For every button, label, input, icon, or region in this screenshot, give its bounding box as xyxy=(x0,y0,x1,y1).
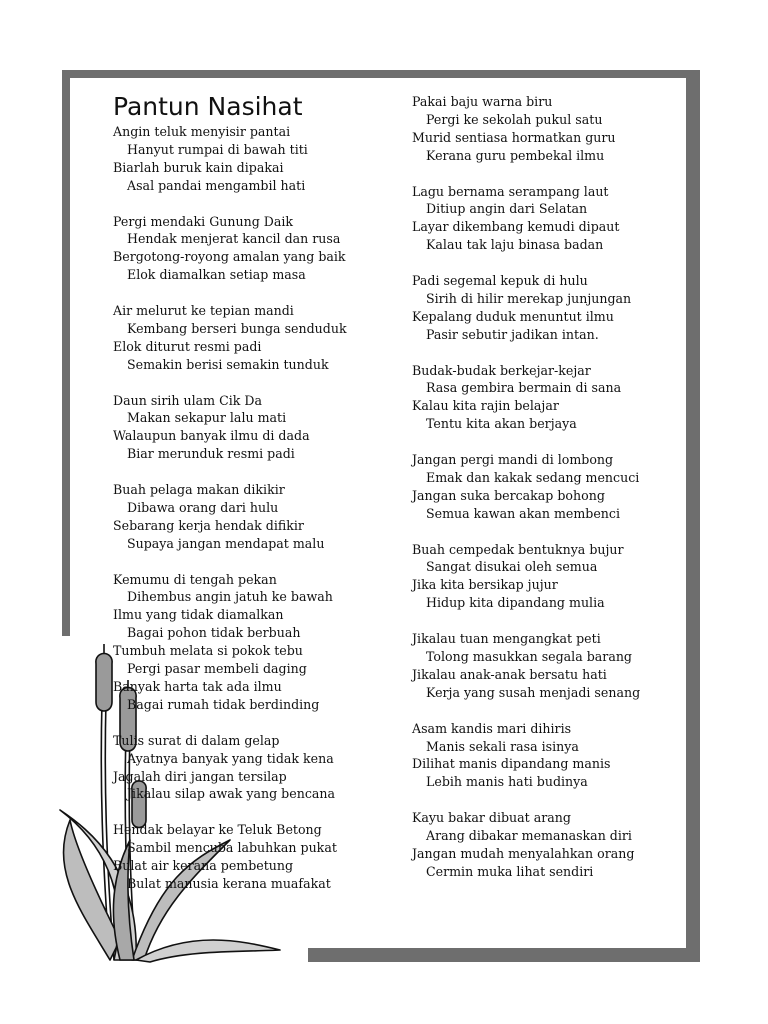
pantun-line: Kalau kita rajin belajar xyxy=(412,398,559,414)
pantun-line: Pasir sebutir jadikan intan. xyxy=(426,326,599,342)
pantun-line: Tolong masukkan segala barang xyxy=(426,649,632,664)
pantun-stanza xyxy=(412,451,682,523)
pantun-stanza xyxy=(412,93,682,165)
pantun-line: Sirih di hilir merekap junjungan xyxy=(426,290,632,306)
pantun-line: Hendak menjerat kancil dan rusa xyxy=(127,231,341,247)
pantun-stanza xyxy=(113,213,373,285)
pantun-line: Tulis surat di dalam gelap xyxy=(113,732,280,748)
pantun-line: Kerana guru pembekal ilmu xyxy=(426,147,605,163)
left-column xyxy=(113,123,373,911)
pantun-line: Biarlah buruk kain dipakai xyxy=(113,159,284,175)
pantun-line: Arang dibakar memanaskan diri xyxy=(426,828,632,844)
pantun-line: Bulat air kerana pembetung xyxy=(113,858,294,874)
pantun-stanza xyxy=(412,541,682,613)
pantun-line: Kembang berseri bunga senduduk xyxy=(127,320,347,336)
pantun-line: Buah pelaga makan dikikir xyxy=(113,482,285,498)
pantun-line: Dihembus angin jatuh ke bawah xyxy=(127,589,333,605)
pantun-stanza xyxy=(412,720,682,792)
pantun-stanza xyxy=(412,272,682,344)
pantun-stanza xyxy=(113,571,373,714)
pantun-line: Tumbuh melata si pokok tebu xyxy=(113,643,303,659)
page-title: Pantun Nasihat xyxy=(113,92,303,121)
pantun-line: Budak-budak berkejar-kejar xyxy=(412,362,591,378)
pantun-line: Pakai baju warna biru xyxy=(412,94,553,109)
pantun-stanza xyxy=(412,362,682,434)
pantun-line: Lebih manis hati budinya xyxy=(426,774,588,790)
pantun-line: Lagu bernama serampang laut xyxy=(412,183,609,199)
pantun-line: Jangan suka bercakap bohong xyxy=(412,487,605,503)
pantun-line: Ditiup angin dari Selatan xyxy=(426,201,588,217)
pantun-line: Layar dikembang kemudi dipaut xyxy=(412,219,620,235)
pantun-line: Jangan pergi mandi di lombong xyxy=(412,452,614,468)
pantun-line: Jikalau anak-anak bersatu hati xyxy=(412,666,607,682)
pantun-line: Jagalah diri jangan tersilap xyxy=(113,768,287,784)
pantun-line: Buah cempedak bentuknya bujur xyxy=(412,541,624,557)
pantun-line: Kepalang duduk menuntut ilmu xyxy=(412,308,614,324)
pantun-line: Asam kandis mari dihiris xyxy=(412,720,572,736)
pantun-line: Asal pandai mengambil hati xyxy=(127,177,306,193)
pantun-line: Sambil mencuba labuhkan pukat xyxy=(127,840,337,856)
pantun-stanza xyxy=(113,821,373,893)
pantun-line: Makan sekapur lalu mati xyxy=(127,410,287,426)
pantun-line: Rasa gembira bermain di sana xyxy=(426,380,622,396)
right-column xyxy=(412,93,682,899)
pantun-line: Jangan mudah menyalahkan orang xyxy=(412,845,635,861)
pantun-line: Sangat disukai oleh semua xyxy=(426,559,598,575)
pantun-line: Elok diamalkan setiap masa xyxy=(127,267,306,283)
pantun-line: Semakin berisi semakin tunduk xyxy=(127,356,329,372)
pantun-line: Pergi mendaki Gunung Daik xyxy=(113,213,294,229)
pantun-line: Biar merunduk resmi padi xyxy=(127,446,295,462)
pantun-stanza xyxy=(113,302,373,374)
pantun-line: Bagai pohon tidak berbuah xyxy=(127,625,301,641)
pantun-stanza xyxy=(412,809,682,881)
pantun-stanza xyxy=(412,630,682,702)
pantun-line: Tentu kita akan berjaya xyxy=(426,416,577,432)
pantun-line: Pergi ke sekolah pukul satu xyxy=(426,111,603,127)
pantun-line: Banyak harta tak ada ilmu xyxy=(113,679,282,695)
pantun-line: Jika kita bersikap jujur xyxy=(412,577,558,593)
pantun-line: Dilihat manis dipandang manis xyxy=(412,756,611,772)
pantun-line: Angin teluk menyisir pantai xyxy=(113,124,291,139)
pantun-line: Padi segemal kepuk di hulu xyxy=(412,273,588,289)
pantun-line: Hidup kita dipandang mulia xyxy=(426,595,605,611)
pantun-line: Jikalau silap awak yang bencana xyxy=(127,786,335,802)
pantun-line: Murid sentiasa hormatkan guru xyxy=(412,129,616,145)
pantun-line: Kayu bakar dibuat arang xyxy=(412,810,571,826)
pantun-line: Bagai rumah tidak berdinding xyxy=(127,696,320,712)
pantun-line: Ilmu yang tidak diamalkan xyxy=(113,607,284,623)
pantun-line: Supaya jangan mendapat malu xyxy=(127,535,325,551)
pantun-line: Jikalau tuan mengangkat peti xyxy=(412,631,601,647)
pantun-line: Air melurut ke tepian mandi xyxy=(113,303,294,319)
pantun-line: Hendak belayar ke Teluk Betong xyxy=(113,822,322,838)
pantun-stanza xyxy=(113,123,373,195)
pantun-line: Elok diturut resmi padi xyxy=(113,338,262,354)
pantun-line: Cermin muka lihat sendiri xyxy=(426,863,594,879)
pantun-line: Bergotong-royong amalan yang baik xyxy=(113,249,346,265)
pantun-line: Semua kawan akan membenci xyxy=(426,505,620,521)
pantun-line: Kemumu di tengah pekan xyxy=(113,571,277,587)
pantun-line: Dibawa orang dari hulu xyxy=(127,499,279,515)
pantun-line: Bulat manusia kerana muafakat xyxy=(127,875,331,891)
pantun-line: Manis sekali rasa isinya xyxy=(426,738,579,754)
pantun-stanza xyxy=(113,392,373,464)
pantun-line: Pergi pasar membeli daging xyxy=(127,661,307,677)
pantun-line: Kalau tak laju binasa badan xyxy=(426,237,604,253)
pantun-line: Daun sirih ulam Cik Da xyxy=(113,392,262,408)
pantun-line: Kerja yang susah menjadi senang xyxy=(426,684,641,700)
pantun-line: Walaupun banyak ilmu di dada xyxy=(113,428,310,444)
pantun-stanza xyxy=(113,481,373,553)
pantun-line: Ayatnya banyak yang tidak kena xyxy=(127,750,334,766)
pantun-line: Sebarang kerja hendak difikir xyxy=(113,517,304,533)
pantun-line: Emak dan kakak sedang mencuci xyxy=(426,469,640,485)
pantun-stanza xyxy=(412,183,682,255)
pantun-line: Hanyut rumpai di bawah titi xyxy=(127,141,308,157)
pantun-stanza xyxy=(113,732,373,804)
